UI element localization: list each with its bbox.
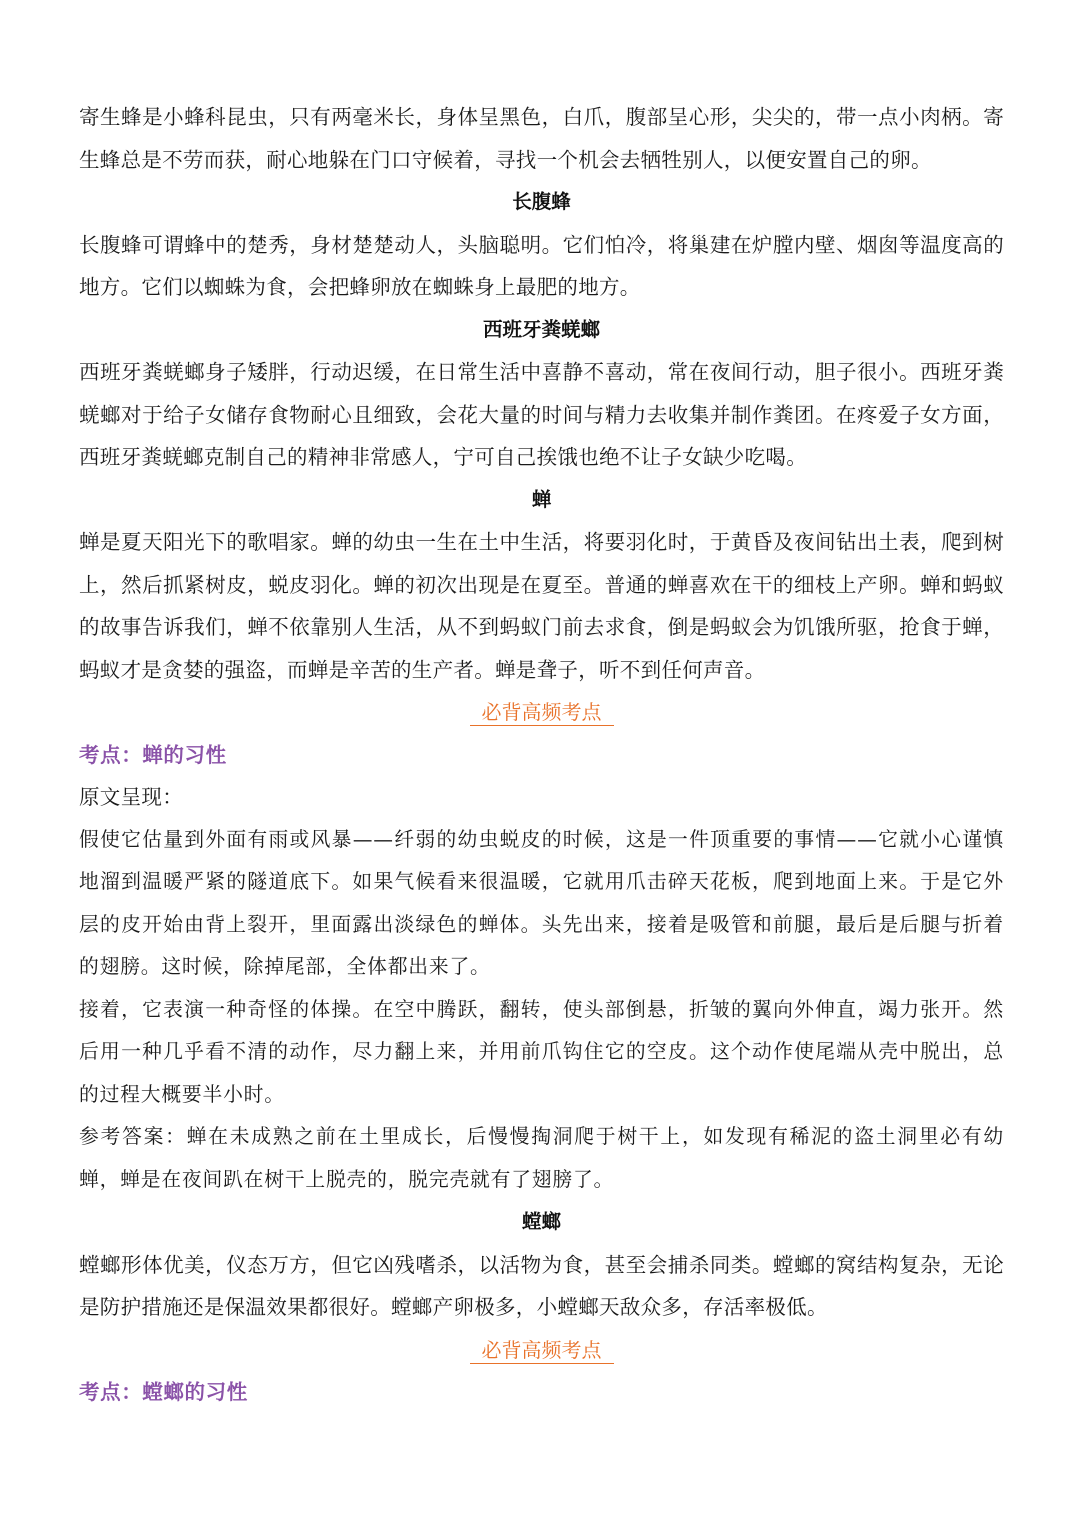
cicada-original-label: 原文呈现：	[79, 785, 183, 809]
long-belly-wasp-heading: 长腹蜂	[512, 190, 571, 213]
cicada-kaodian: 考点：蝉的习性	[79, 742, 227, 767]
long-belly-wasp-paragraph: 长腹蜂可谓蜂中的楚秀，身材楚楚动人，头脑聪明。它们怕冷，将巢建在炉膛内壁、烟囱等温度高的地方。它们以蜘蛛为食，会把蜂卵放在蜘蛛身上最肥的地方。	[79, 232, 1004, 299]
parasite-wasp-paragraph: 寄生蜂是小蜂科昆虫，只有两毫米长，身体呈黑色，白爪，腹部呈心形，尖尖的，带一点小肉柄。寄生蜂总是不劳而获，耐心地躲在门口守候着，寻找一个机会去牺牲别人，以便安置自己的卵。	[79, 105, 1004, 172]
document-page	[79, 96, 1004, 1414]
cicada-answer: 参考答案：蝉在未成熟之前在土里成长，后慢慢掏洞爬于树干上，如发现有稀泥的盗土洞里必有幼蝉，蝉是在夜间趴在树干上脱壳的，脱完壳就有了翅膀了。	[79, 1125, 1004, 1191]
mantis-highfreq-text: 必背高频考点	[470, 1337, 614, 1364]
cicada-paragraph: 蝉是夏天阳光下的歌唱家。蝉的幼虫一生在土中生活，将要羽化时，于黄昏及夜间钻出土表，爬到树上，然后抓紧树皮，蜕皮羽化。蝉的初次出现是在夏至。普通的蝉喜欢在干的细枝上产卵。蝉和蚂蚁的故事告诉我们，蝉不依靠别人生活，从不到蚂蚁门前去求食，倒是蚂蚁会为饥饿所驱，抢食于蝉，蚂蚁才是贪婪的强盗，而蝉是辛苦的生产者。蝉是聋子，听不到任何声音。	[79, 530, 1004, 682]
mantis-highfreq-label	[79, 1329, 1004, 1372]
cicada-heading: 蝉	[531, 487, 552, 511]
cicada-original-paragraph-2: 接着，它表演一种奇怪的体操。在空中腾跃，翻转，使头部倒悬，折皱的翼向外伸直，竭力张开。然后用一种几乎看不清的动作，尽力翻上来，并用前爪钩住它的空皮。这个动作使尾端从壳中脱出，总的过程大概要半小时。	[79, 997, 1004, 1106]
mantis-kaodian: 考点：螳螂的习性	[79, 1380, 248, 1404]
cicada-highfreq-text: 必背高频考点	[470, 699, 614, 726]
cicada-highfreq-label	[79, 691, 1004, 734]
cicada-original-paragraph-1: 假使它估量到外面有雨或风暴——纤弱的幼虫蜕皮的时候，这是一件顶重要的事情——它就小心谨慎地溜到温暖严紧的隧道底下。如果气候看来很温暖，它就用爪击碎天花板，爬到地面上来。于是它外层的皮开始由背上裂开，里面露出淡绿色的蝉体。头先出来，接着是吸管和前腿，最后是后腿与折着的翅膀。这时候，除掉尾部，全体都出来了。	[79, 827, 1004, 978]
mantis-paragraph: 螳螂形体优美，仪态万方，但它凶残嗜杀，以活物为食，甚至会捕杀同类。螳螂的窝结构复杂，无论是防护措施还是保温效果都很好。螳螂产卵极多，小螳螂天敌众多，存活率极低。	[79, 1252, 1004, 1319]
spanish-dung-beetle-paragraph: 西班牙粪蜣螂身子矮胖，行动迟缓，在日常生活中喜静不喜动，常在夜间行动，胆子很小。西班牙粪蜣螂对于给子女储存食物耐心且细致，会花大量的时间与精力去收集并制作粪团。在疼爱子女方面，西班牙粪蜣螂克制自己的精神非常感人，宁可自己挨饿也绝不让子女缺少吃喝。	[79, 360, 1004, 469]
mantis-heading: 螳螂	[521, 1210, 561, 1233]
spanish-dung-beetle-heading: 西班牙粪蜣螂	[482, 317, 600, 341]
